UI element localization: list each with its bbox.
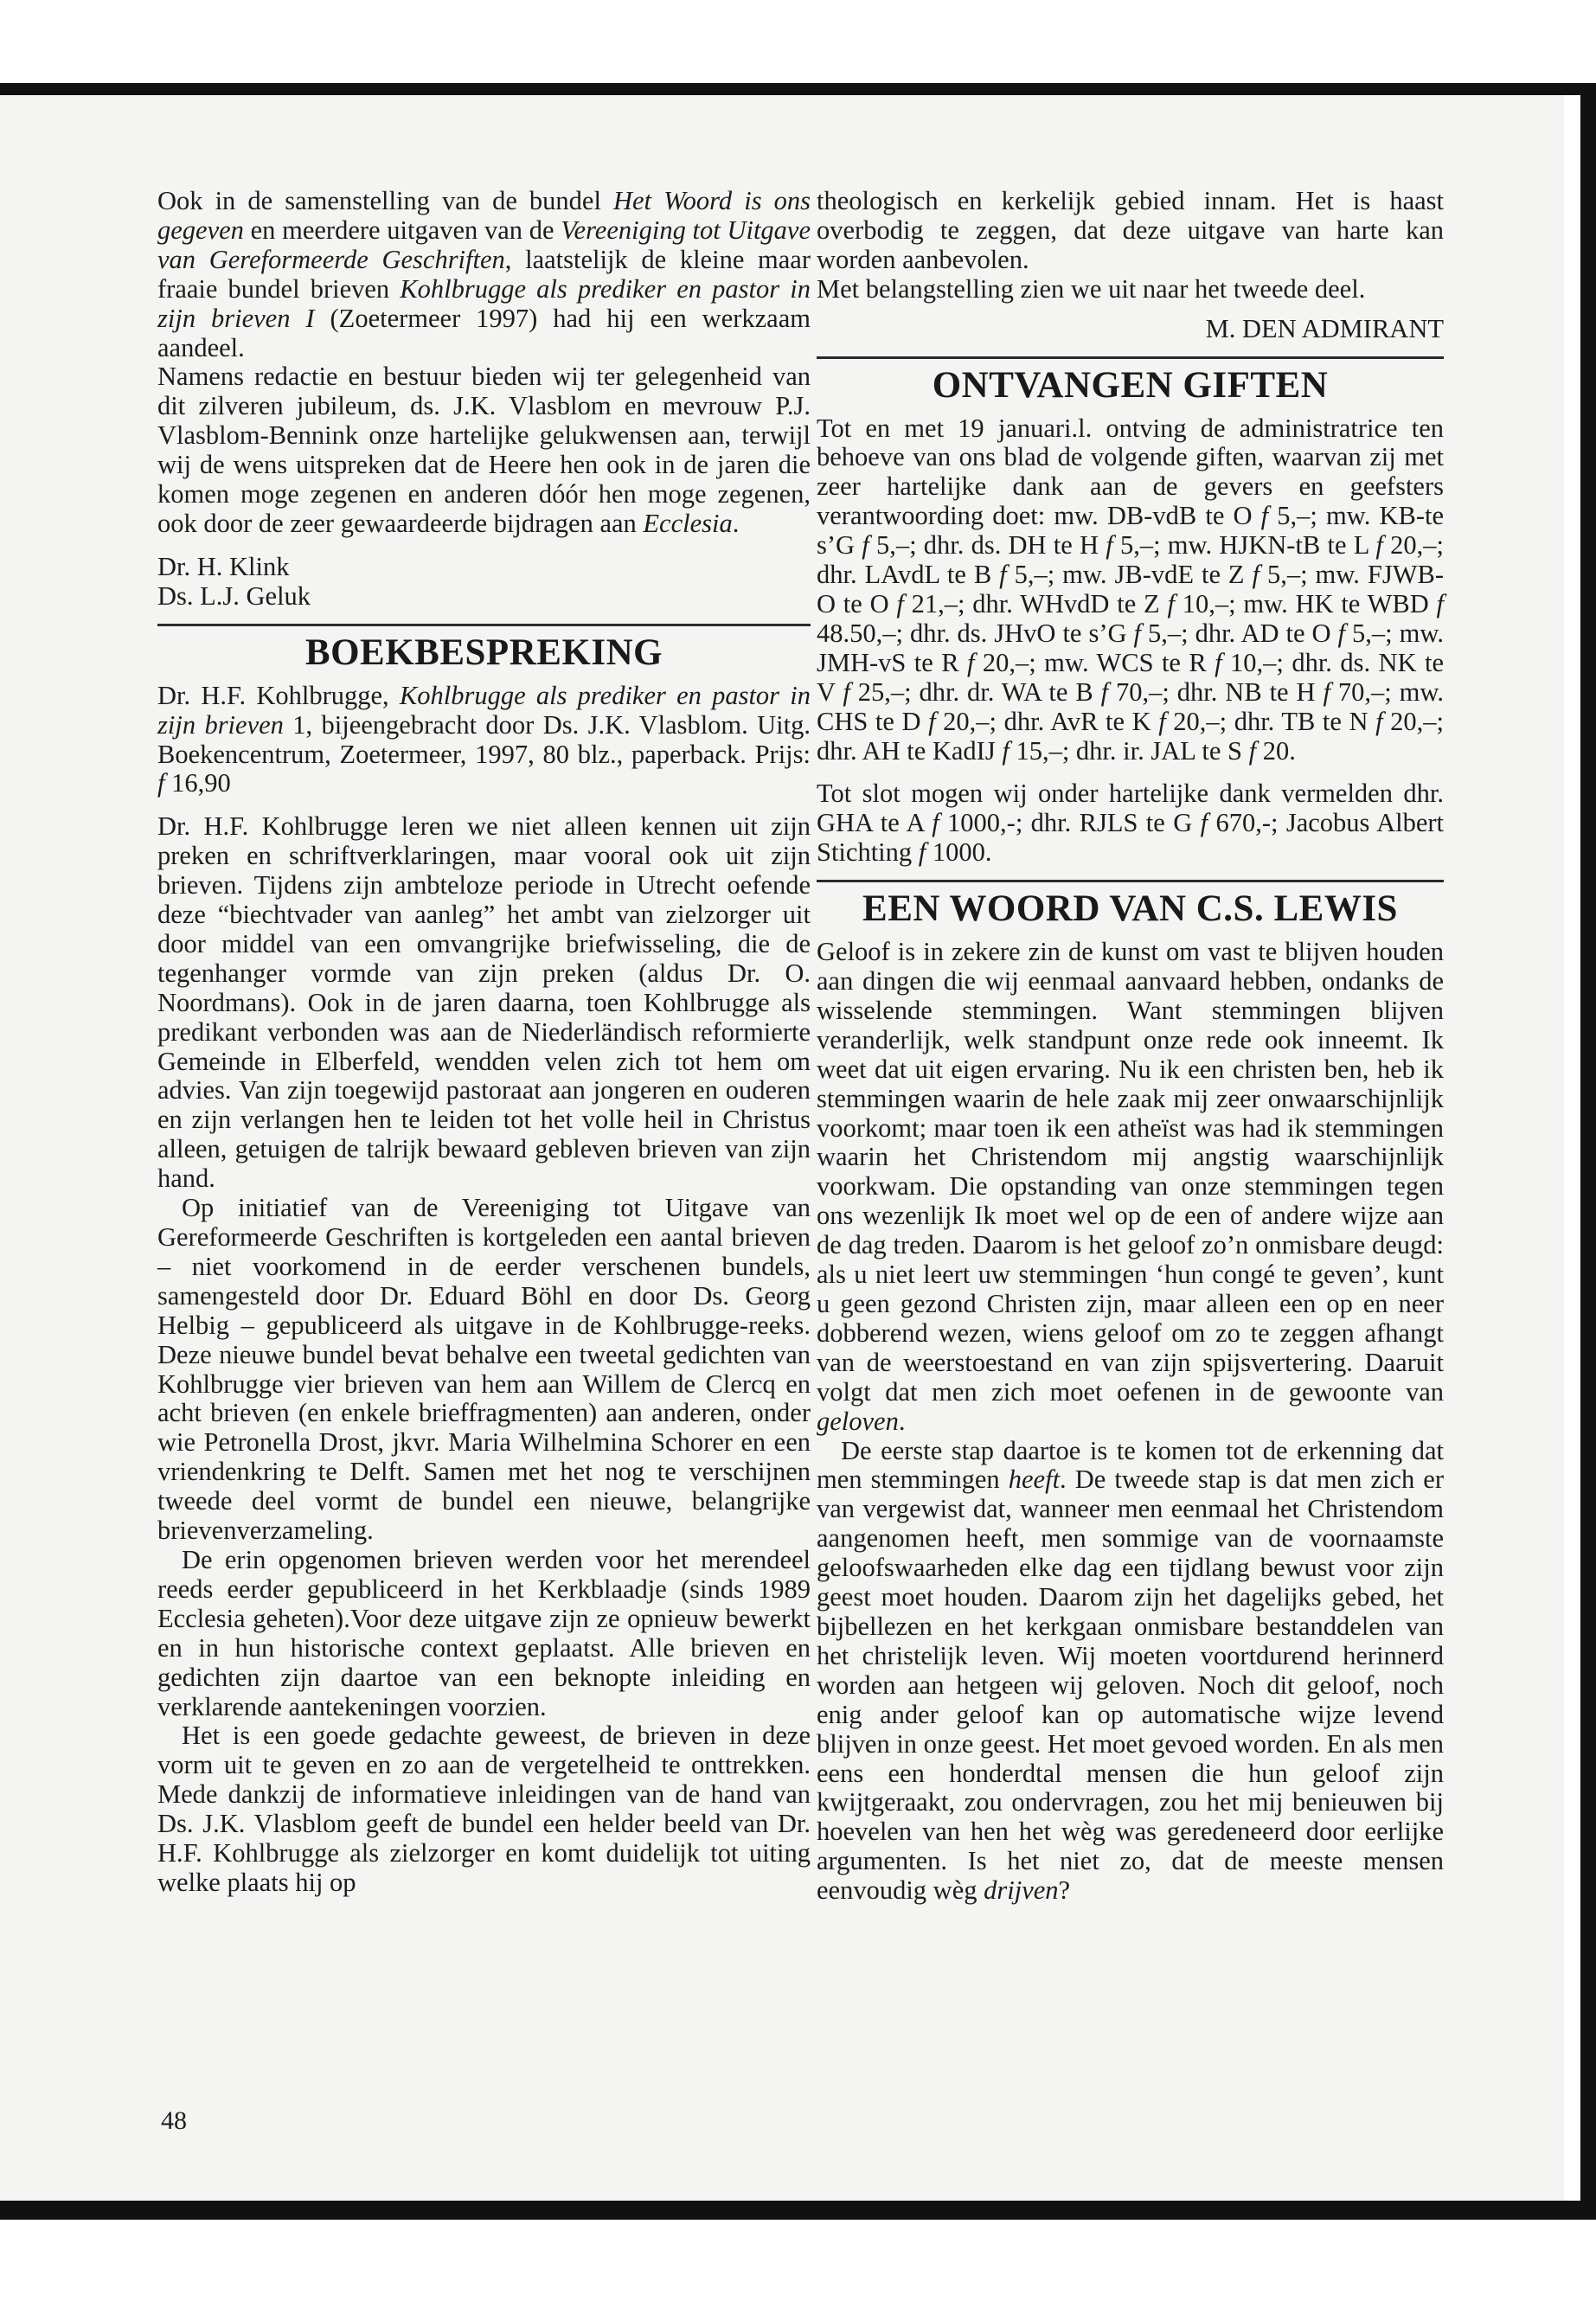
section-divider	[817, 880, 1444, 882]
giften-closing: Tot slot mogen wij onder hartelijke dank vermelden dhr. GHA te A f 1000,-; dhr. RJLS te G f 670,-; Jacobus Albert Stichting f 1000.	[817, 779, 1444, 868]
page-number: 48	[161, 2106, 187, 2135]
review-continuation: theologisch en kerkelijk gebied innam. Het is haast overbodig te zeggen, dat deze uitgave van harte kan worden aanbevolen.	[817, 186, 1444, 274]
book-reference: Dr. H.F. Kohlbrugge, Kohlbrugge als prediker en pastor in zijn brieven 1, bijeengebracht door Ds. J.K. Vlasblom. Uitg. Boekencentrum, Zoetermeer, 1997, 80 blz., paperback. Prijs: f 16,90	[157, 680, 811, 798]
congratulation-paragraph: Namens redactie en bestuur bieden wij ter gelegenheid van dit zilveren jubileum, ds. J.K. Vlasblom en mevrouw P.J. Vlasblom-Bennink onze hartelijke gelukwensen aan, terwijl wij de wens uitspreken dat de Heere hen ook in de jaren die komen moge zegenen en anderen dóór hen moge zegenen, ook door de zeer gewaardeerde bijdragen aan Ecclesia.	[157, 362, 811, 538]
review-paragraph-2: Op initiatief van de Vereeniging tot Uitgave van Gereformeerde Geschriften is kortgeleden een aantal brieven – niet voorkomend in de eerder verschenen bundels, samengesteld door Dr. Eduard Böhl en door Ds. Georg Helbig – gepubliceerd als uitgave in de Kohlbrugge-reeks. Deze nieuwe bundel bevat behalve een tweetal gedichten van Kohlbrugge vier brieven van hem aan Willem de Clercq en acht brieven (en enkele brieffragmenten) aan anderen, onder wie Petronella Drost, jkvr. Maria Wilhelmina Schorer en een vriendenkring te Delft. Samen met het nog te verschijnen tweede deel vormt de bundel een nieuwe, belangrijke brievenverzameling.	[157, 1193, 811, 1546]
scan-border-top	[0, 83, 1596, 95]
section-divider	[157, 624, 811, 626]
section-heading-boekbespreking: BOEKBESPREKING	[304, 631, 663, 673]
review-paragraph-1: Dr. H.F. Kohlbrugge leren we niet alleen kennen uit zijn preken en schriftverklaringen, maar vooral ook uit zijn brieven. Tijdens zijn ambteloze periode in Utrecht oefende deze “biechtvader van aanleg” het ambt van zielzorger uit door middel van een omvangrijke briefwisseling, die de tegenhanger vormde van zijn preken (aldus Dr. O. Noordmans). Ook in de jaren daarna, toen Kohlbrugge als predikant verbonden was aan de Niederländisch reformierte Gemeinde in Elberfeld, wendden velen zich tot hem om advies. Van zijn toegewijd pastoraat aan jongeren en ouderen en zijn verlangen hen te leiden tot het volle heil in Christus alleen, getuigen de talrijk bewaard gebleven brieven van zijn hand.	[157, 811, 811, 1194]
signature-den-admirant: M. DEN ADMIRANT	[1205, 313, 1444, 343]
scan-border-right	[1580, 83, 1596, 2220]
intro-paragraph: Ook in de samenstelling van de bundel Het Woord is ons gegeven en meerdere uitgaven van de Vereeniging tot Uitgave van Gereformeerde Geschriften, laatstelijk de kleine maar fraaie bundel brieven Kohlbrugge als prediker en pastor in zijn brieven I (Zoetermeer 1997) had hij een werkzaam aandeel.	[157, 186, 811, 362]
review-paragraph-4: Het is een goede gedachte geweest, de brieven in deze vorm uit te geven en zo aan de vergetelheid te onttrekken. Mede dankzij de informatieve inleidingen van de hand van Ds. J.K. Vlasblom geeft de bundel een helder beeld van Dr. H.F. Kohlbrugge als zielzorger en komt duidelijk tot uiting welke plaats hij op	[157, 1721, 811, 1897]
left-column	[157, 187, 811, 1898]
lewis-paragraph-2: De eerste stap daartoe is te komen tot de erkenning dat men stemmingen heeft. De tweede stap is dat men zich er van vergewist dat, wanneer men eenmaal het Christendom aangenomen heeft, men sommige van de voornaamste geloofswaarheden elke dag een tijdlang bewust voor zijn geest moet houden. Daarom zijn het dagelijks gebed, het bijbellezen en het kerkgaan onmisbare bestanddelen van het christelijk leven. Wij moeten voortdurend herinnerd worden aan hetgeen wij geloven. Noch dit geloof, noch enig ander geloof kan op automatische wijze levend blijven in onze geest. Het moet gevoed worden. En als men eens een honderdtal mensen die hun geloof zijn kwijtgeraakt, zou ondervragen, zou het mij benieuwen bij hoevelen van hen het wèg was geredeneerd door eerlijke argumenten. Is het niet zo, dat de meeste mensen eenvoudig wèg drijven?	[817, 1435, 1445, 1906]
scan-border-bottom	[0, 2201, 1596, 2220]
scan-margin-top	[0, 0, 1596, 83]
right-column	[817, 187, 1444, 1906]
section-divider	[817, 356, 1444, 359]
signature-klink: Dr. H. Klink	[157, 551, 290, 581]
giften-list: Tot en met 19 januari.l. ontving de administratrice ten behoeve van ons blad de volgende giften, waarvan zij met zeer hartelijke dank aan de gevers en geefsters verantwoording doet: mw. DB-vdB te O f 5,–; mw. KB-te s’G f 5,–; dhr. ds. DH te H f 5,–; mw. HJKN-tB te L f 20,–; dhr. LAvdL te B f 5,–; mw. JB-vdE te Z f 5,–; mw. FJWB-O te O f 21,–; dhr. WHvdD te Z f 10,–; mw. HK te WBD f 48.50,–; dhr. ds. JHvO te s’G f 5,–; dhr. AD te O f 5,–; mw. JMH-vS te R f 20,–; mw. WCS te R f 10,–; dhr. ds. NK te V f 25,–; dhr. dr. WA te B f 70,–; dhr. NB te H f 70,–; mw. CHS te D f 20,–; dhr. AvR te K f 20,–; dhr. TB te N f 20,–; dhr. AH te KadIJ f 15,–; dhr. ir. JAL te S f 20.	[817, 413, 1444, 766]
review-paragraph-3: De erin opgenomen brieven werden voor het merendeel reeds eerder gepubliceerd in het Kerkblaadje (sinds 1989 Ecclesia geheten).Voor deze uitgave zijn ze opnieuw bewerkt en in hun historische context geplaatst. Alle brieven en gedichten zijn daartoe van een beknopte inleiding en verklarende aantekeningen voorzien.	[157, 1544, 811, 1721]
section-heading-giften: ONTVANGEN GIFTEN	[932, 364, 1329, 406]
signature-geluk: Ds. L.J. Geluk	[157, 580, 311, 611]
section-heading-lewis: EEN WOORD VAN C.S. LEWIS	[862, 888, 1398, 930]
review-closing: Met belangstelling zien we uit naar het tweede deel.	[817, 273, 1366, 304]
lewis-paragraph-1: Geloof is in zekere zin de kunst om vast te blijven houden aan dingen die wij eenmaal aanvaard hebben, ondanks de wisselende stemmingen. Want stemmingen blijven veranderlijk, welk standpunt onze rede ook inneemt. Ik weet dat uit eigen ervaring. Nu ik een christen ben, heb ik stemmingen waarin de hele zaak mij zeer onwaarschijnlijk voorkomt; maar toen ik een atheïst was had ik stemmingen waarin het Christendom mij angstig waarschijnlijk voorkwam. Die opstanding van onze stemmingen tegen ons wezenlijk Ik moet wel op de een of andere wijze aan de dag treden. Daarom is het geloof zo’n onmisbare deugd: als u niet leert uw stemmingen ‘hun congé te geven’, kunt u geen gezond Christen zijn, maar alleen een op en neer dobberend wezen, wiens geloof om zo te zeggen afhangt van de weerstoestand en van zijn spijsvertering. Daaruit volgt dat men zich moet oefenen in de gewoonte van geloven.	[817, 937, 1444, 1436]
magazine-page	[0, 95, 1564, 2201]
